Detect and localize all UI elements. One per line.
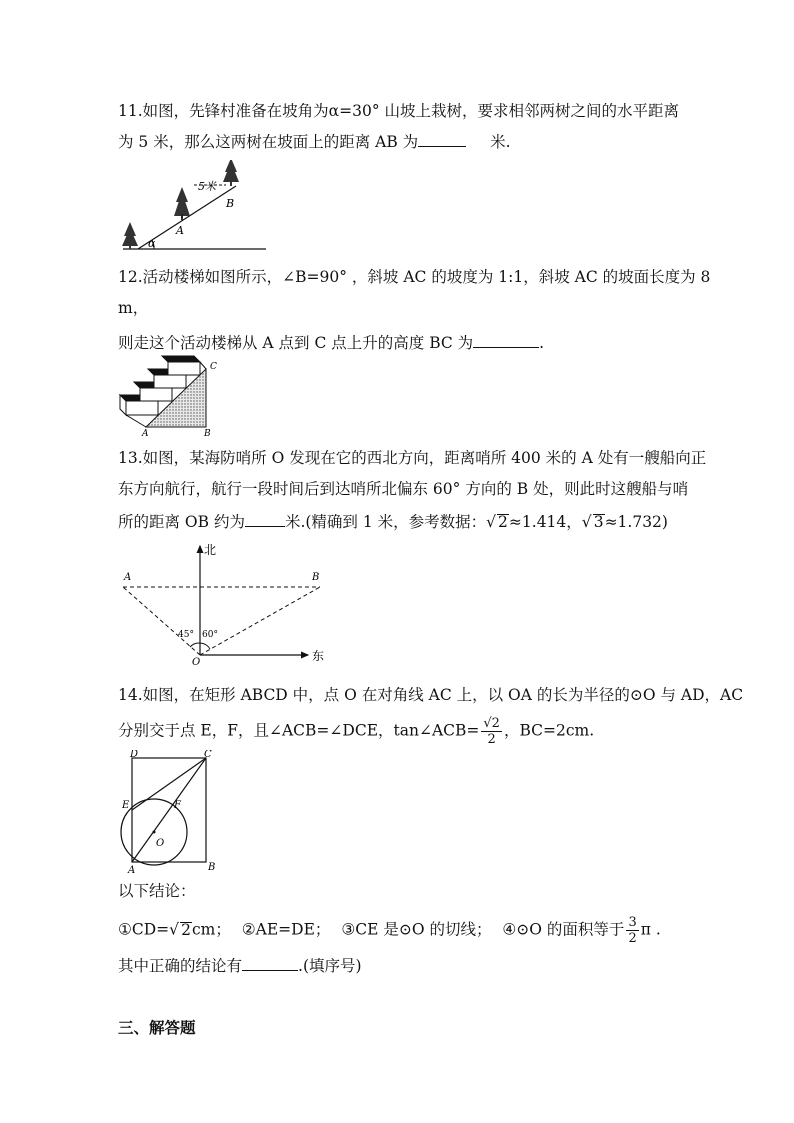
q12-line1: 12.活动楼梯如图所示，∠B=90° ，斜坡 AC 的坡度为 1:1，斜坡 AC 的坡面长度为 8 [118,268,711,286]
q13-line3 [118,510,668,533]
q11-line2-unit: 米. [490,133,511,151]
c1-sqrt-sign: √ [169,920,180,939]
c1-text: ①CD= [118,920,170,939]
section-heading: 三、解答题 [118,1019,196,1037]
label-e: E [122,800,130,811]
q14-tan-fraction [481,716,502,747]
label-b: B [204,429,211,437]
label-b: B [208,862,216,873]
q12-line3-text: 则走这个活动楼梯从 A 点到 C 点上升的高度 BC 为 [118,334,474,352]
label-o: O [192,657,201,666]
label-a: A [124,572,132,583]
q13-sqrt3-sign: √ [581,513,592,531]
q14-line2-text: 分别交于点 E，F，且∠ACB=∠DCE，tan∠ACB= [118,721,480,740]
c4-fraction [626,915,638,946]
label-c: C [210,362,217,372]
label-a: A [142,429,149,437]
c3-text: ③CE 是⊙O 的切线； [341,920,492,939]
label-b: B [312,572,320,583]
c4-text: ④⊙O 的面积等于 [502,920,625,939]
label-5m: 5米 [198,180,216,193]
stairs-figure [118,355,228,437]
q12-line2: m， [118,299,149,317]
label-o: O [156,838,165,849]
q13-line2: 东方向航行，航行一段时间后到达哨所北偏东 60° 方向的 B 处，则此时这艘船与哨 [118,480,689,498]
q11-line2-text: 为 5 米，那么这两树在坡面上的距离 AB 为 [118,133,419,151]
frac-numerator: √2 [483,716,500,731]
c2-text: ②AE=DE； [241,920,331,939]
q13-sqrt2: 2 [498,513,508,531]
rectangle-circle-figure [118,750,220,874]
label-alpha: α [148,237,156,250]
label-east: 东 [312,649,325,663]
label-a: A [176,224,184,237]
label-45deg: 45° [178,630,194,640]
q14-answer-text: 其中正确的结论有 [118,957,243,975]
label-north: 北 [204,543,217,557]
navigation-figure [118,540,330,666]
label-a: A [128,865,136,874]
q14-line2 [118,716,594,747]
frac-denominator: 2 [487,732,496,747]
c1-unit: cm； [191,920,231,939]
q11-line2 [118,130,511,153]
slope-trees-figure [118,160,268,256]
q13-sqrt2-sign: √ [486,513,497,531]
q11-line1: 11.如图，先锋村准备在坡角为α=30° 山坡上栽树，要求相邻两树之间的水平距离 [118,102,680,120]
q14-line1: 14.如图，在矩形 ABCD 中，点 O 在对角线 AC 上，以 OA 的长为半径的⊙O 与 AD，AC [118,686,744,704]
c4-end: π . [640,920,661,939]
label-f: F [174,800,181,811]
q13-answer-blank[interactable] [245,510,285,527]
label-d: D [130,750,139,760]
q11-answer-blank[interactable] [418,130,466,147]
q14-conclusions [118,915,661,946]
q12-line3-end: . [539,334,545,352]
q13-line1: 13.如图，某海防哨所 O 发现在它的西北方向，距离哨所 400 米的 A 处有一艘船向正 [118,449,707,467]
c4-den: 2 [628,931,637,946]
q14-answer-blank[interactable] [242,954,298,971]
label-b: B [226,197,235,210]
c1-sqrt: 2 [181,920,191,939]
label-c: C [204,750,212,760]
q13-line3-approx1: ≈1.414， [508,513,582,531]
q14-conclusions-title: 以下结论： [118,882,196,900]
q12-line3 [118,331,544,354]
q13-line3-text: 所的距离 OB 约为 [118,513,245,531]
label-60deg: 60° [202,630,218,640]
c4-num: 3 [628,915,637,930]
q13-line3-mid: 米.(精确到 1 米，参考数据： [284,513,487,531]
q13-sqrt3: 3 [593,513,604,531]
q14-answer-end: .(填序号) [298,957,362,975]
q13-line3-approx2: ≈1.732) [604,513,668,531]
q14-line2-end: ，BC=2cm. [503,721,595,740]
q12-answer-blank[interactable] [473,331,539,348]
q14-answer-line [118,954,362,977]
